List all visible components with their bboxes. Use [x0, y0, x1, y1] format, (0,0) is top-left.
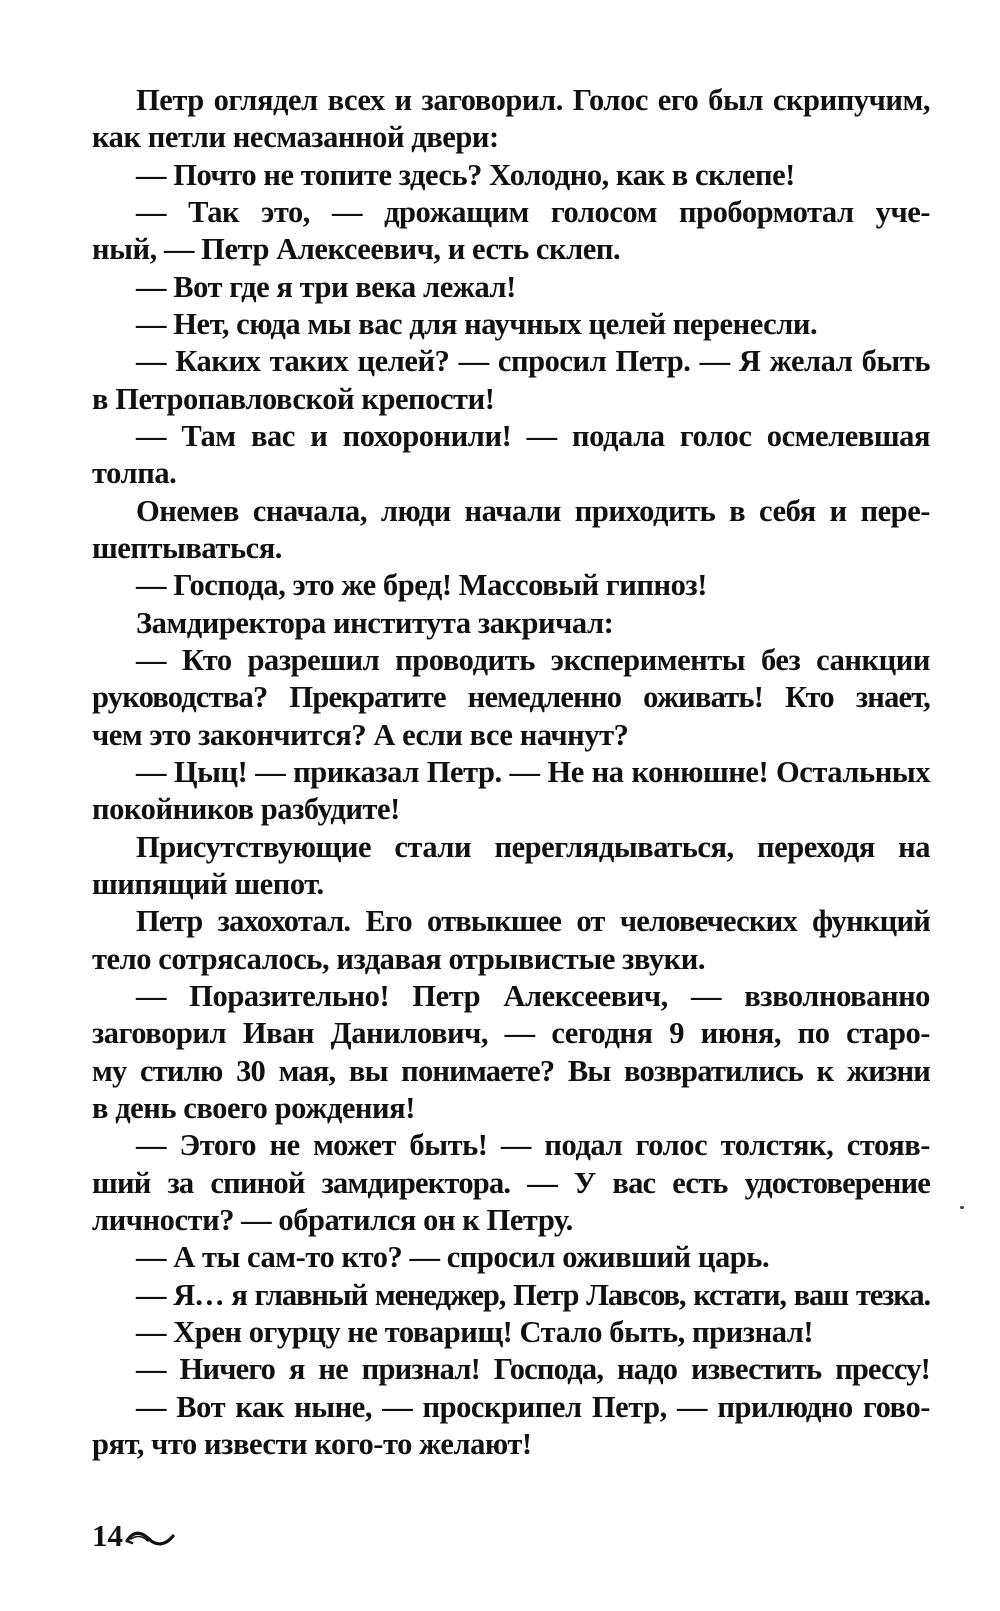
text-line: в день своего рождения!	[92, 1091, 415, 1125]
text-line: — Кто разрешил проводить эксперименты без санкции	[136, 643, 930, 677]
text-line: му стилю 30 мая, вы понимаете? Вы возвратились к жизни	[92, 1054, 930, 1088]
text-line: ший за спиной замдиректора. — У вас есть удостоверение	[92, 1166, 930, 1200]
page-number: 14	[92, 1518, 123, 1553]
text-line: Петр оглядел всех и заговорил. Голос его был скрипучим,	[136, 83, 930, 117]
text-line: шептываться.	[92, 531, 282, 565]
text-line: — Каких таких целей? — спросил Петр. — Я желал быть	[136, 344, 930, 378]
text-line: в Петропавловской крепости!	[92, 382, 495, 416]
text-line: Присутствующие стали переглядываться, переходя на	[136, 830, 930, 864]
text-line: — Почто не топите здесь? Холодно, как в склепе!	[136, 158, 795, 192]
text-line: — Я… я главный менеджер, Петр Лавсов, кстати, ваш тезка.	[136, 1278, 930, 1312]
text-line: — Хрен огурцу не товарищ! Стало быть, признал!	[136, 1315, 814, 1349]
text-line: толпа.	[92, 456, 177, 490]
tilde-swash-ornament-icon	[125, 1527, 175, 1551]
text-line: Петр захохотал. Его отвыкшее от человеческих функций	[136, 904, 930, 938]
text-line: Онемев сначала, люди начали приходить в себя и пере-	[136, 494, 930, 528]
text-line: тело сотрясалось, издавая отрывистые звуки.	[92, 942, 706, 976]
text-line: — Вот как ныне, — проскрипел Петр, — прилюдно гово-	[136, 1390, 930, 1424]
text-line: — Господа, это же бред! Массовый гипноз!	[136, 568, 707, 602]
text-line: — Нет, сюда мы вас для научных целей перенесли.	[136, 307, 818, 341]
text-line: — Цыц! — приказал Петр. — Не на конюшне! Остальных	[136, 755, 930, 789]
text-line: руководства? Прекратите немедленно оживать! Кто знает,	[92, 680, 930, 714]
text-line: — Этого не может быть! — подал голос толстяк, стояв-	[136, 1128, 930, 1162]
text-line: — Там вас и похоронили! — подала голос осмелевшая	[136, 419, 930, 453]
text-line: — Так это, — дрожащим голосом пробормотал уче-	[136, 195, 930, 229]
text-line: заговорил Иван Данилович, — сегодня 9 июня, по старо-	[92, 1016, 930, 1050]
text-line: как петли несмазанной двери:	[92, 120, 499, 154]
text-line: — А ты сам-то кто? — спросил оживший царь.	[136, 1240, 770, 1274]
text-line: личности? — обратился он к Петру.	[92, 1203, 573, 1237]
text-line: чем это закончится? А если все начнут?	[92, 718, 629, 752]
text-line: — Вот где я три века лежал!	[136, 270, 516, 304]
page-footer	[92, 1516, 175, 1556]
text-line: покойников разбудите!	[92, 792, 400, 826]
scan-speck	[960, 1206, 964, 1209]
text-line: — Ничего я не признал! Господа, надо известить прессу!	[136, 1352, 930, 1386]
text-line: ный, — Петр Алексеевич, и есть склеп.	[92, 232, 621, 266]
text-line: шипящий шепот.	[92, 867, 324, 901]
text-line: Замдиректора института закричал:	[136, 606, 614, 640]
text-line: — Поразительно! Петр Алексеевич, — взволнованно	[136, 979, 930, 1013]
text-line: рят, что извести кого-то желают!	[92, 1427, 532, 1461]
